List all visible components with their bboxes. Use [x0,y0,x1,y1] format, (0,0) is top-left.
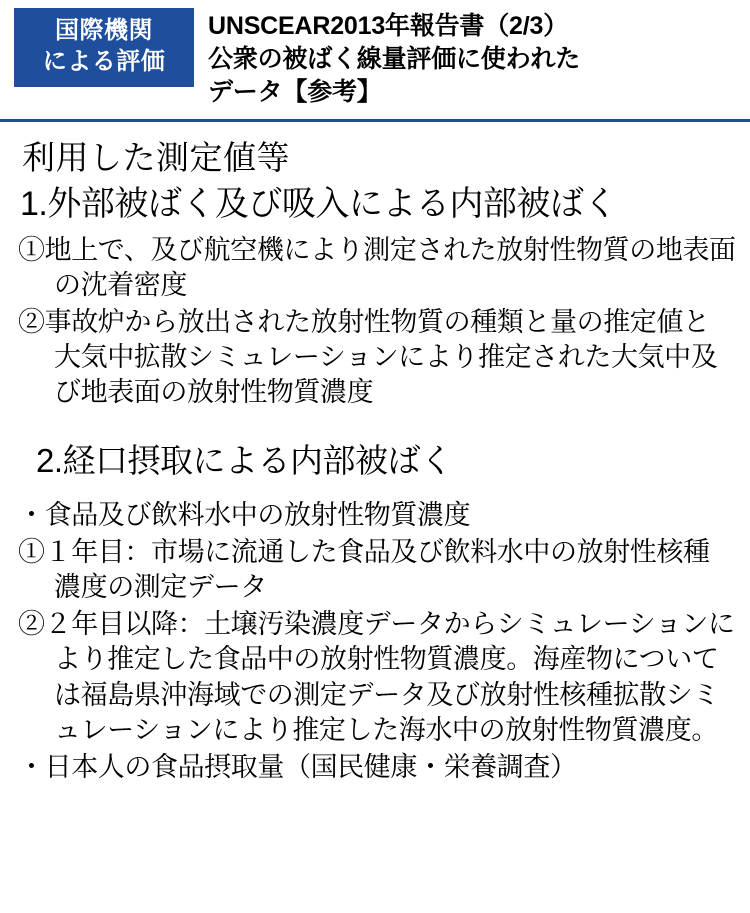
section-1-heading: 1.外部被ばく及び吸入による内部被ばく [20,185,617,224]
category-badge-line-2: による評価 [42,47,166,75]
header-divider [0,119,750,122]
section-2-item-3: ②２年目以降：土壌汚染濃度データからシミュレーションにより推定した食品中の放射性物質濃度。海産物については福島県沖海域での測定データ及び放射性核種拡散シミュレーションにより推定した海水中の放射性物質濃度。 [18,609,735,745]
lead-text: 利用した測定値等 [22,139,290,176]
section-2-spacer [18,488,736,498]
section-2-item-4: ・日本人の食品摂取量（国民健康・栄養調査） [18,751,577,782]
page-title-line-2: 公衆の被ばく線量評価に使われた [208,45,581,73]
slide-header [0,0,750,120]
slide-body [0,120,750,785]
page-title-line-3: データ【参考】 [208,78,382,106]
category-badge [14,8,194,87]
page-title [194,8,740,109]
section-2-item-2: ①１年目：市場に流通した食品及び飲料水中の放射性核種濃度の測定データ [18,537,710,603]
category-badge-line-1: 国際機関 [55,17,153,44]
section-1-item-1: ①地上で、及び航空機により測定された放射性物質の地表面の沈着密度 [18,235,736,301]
page-title-line-1: UNSCEAR2013年報告書（2/3） [208,12,568,40]
section-2-heading: 2.経口摂取による内部被ばく [36,441,453,479]
section-2-item-1: ・食品及び飲料水中の放射性物質濃度 [18,500,471,531]
section-spacer [18,413,736,437]
section-1-item-2: ②事故炉から放出された放射性物質の種類と量の推定値と大気中拡散シミュレーションにより推定された大気中及び地表面の放射性物質濃度 [18,307,718,408]
